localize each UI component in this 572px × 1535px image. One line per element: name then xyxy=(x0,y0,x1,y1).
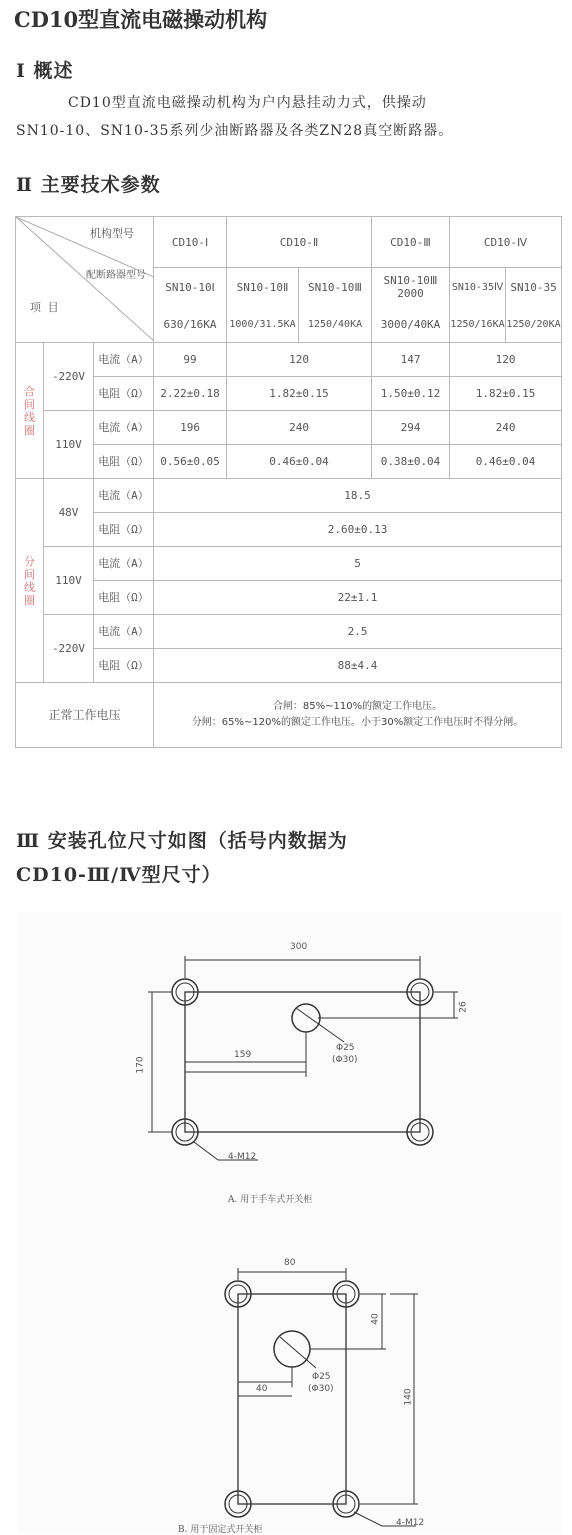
normal-voltage-label: 正常工作电压 xyxy=(16,683,154,748)
cell-value: 240 xyxy=(227,411,372,445)
dim-a-diameter-alt: (Φ30) xyxy=(332,1055,358,1065)
cell-value: 2.22±0.18 xyxy=(154,377,227,411)
cell-value: 1.82±0.15 xyxy=(227,377,372,411)
dim-a-diameter: Φ25 xyxy=(336,1043,355,1053)
cell-value: 240 xyxy=(450,411,562,445)
cell-value: 120 xyxy=(227,343,372,377)
breaker-rating: 1250/40KA xyxy=(299,306,372,343)
center-hole-icon xyxy=(292,1004,344,1042)
model-cd10-3: CD10-Ⅲ xyxy=(372,217,450,268)
resistance-label: 电阻（Ω） xyxy=(94,581,154,615)
cell-value: 2.60±0.13 xyxy=(154,513,562,547)
cell-value: 196 xyxy=(154,411,227,445)
drawing-a-caption: A. 用于手车式开关柜 xyxy=(228,1195,313,1205)
dim-a-height: 170 xyxy=(135,1056,146,1074)
breaker-rating: 630/16KA xyxy=(154,306,227,343)
breaker-name: SN10-10Ⅱ xyxy=(227,268,299,307)
open-coil-label: 分 间 线 圈 xyxy=(16,479,44,683)
breaker-name: SN10-10Ⅲ 2000 xyxy=(372,268,450,307)
cell-value: 0.46±0.04 xyxy=(450,445,562,479)
voltage-label: 110V xyxy=(44,411,94,479)
dim-a-top: 26 xyxy=(458,1001,469,1013)
installation-drawings xyxy=(18,912,561,1534)
cell-value: 99 xyxy=(154,343,227,377)
cell-value: 2.5 xyxy=(154,615,562,649)
resistance-label: 电阻（Ω） xyxy=(94,377,154,411)
dim-a-offset: 159 xyxy=(234,1050,252,1060)
current-label: 电流（A） xyxy=(94,343,154,377)
cell-value: 120 xyxy=(450,343,562,377)
section-specs-heading: Ⅱ 主要技术参数 xyxy=(16,174,161,196)
dim-b-width: 80 xyxy=(284,1258,296,1268)
dim-b-diameter: Φ25 xyxy=(312,1372,331,1382)
breaker-rating: 1250/20KA xyxy=(506,306,562,343)
breaker-rating: 3000/40KA xyxy=(372,306,450,343)
breaker-rating: 1000/31.5KA xyxy=(227,306,299,343)
breaker-name: SN10-10Ⅰ xyxy=(154,268,227,307)
corner-item-label: 项 目 xyxy=(30,301,59,314)
section-overview-heading: Ⅰ 概述 xyxy=(16,60,74,82)
drawing-a xyxy=(148,956,458,1160)
cell-value: 88±4.4 xyxy=(154,649,562,683)
breaker-name: SN10-35Ⅳ xyxy=(450,268,506,307)
spec-table xyxy=(15,216,562,748)
dim-b-top: 40 xyxy=(370,1313,381,1325)
current-label: 电流（A） xyxy=(94,411,154,445)
current-label: 电流（A） xyxy=(94,479,154,513)
overview-text-line2: SN10-10、SN10-35系列少油断路器及各类ZN28真空断路器。 xyxy=(16,123,454,139)
dim-a-holes: 4-M12 xyxy=(228,1152,257,1162)
dim-b-diameter-alt: (Φ30) xyxy=(308,1384,334,1394)
table-corner-header xyxy=(16,217,154,343)
dim-a-width: 300 xyxy=(290,942,308,952)
corner-model-label: 机构型号 xyxy=(90,227,134,240)
voltage-label: -220V xyxy=(44,615,94,683)
model-cd10-2: CD10-Ⅱ xyxy=(227,217,372,268)
dim-b-holes: 4-M12 xyxy=(396,1518,425,1528)
cell-value: 22±1.1 xyxy=(154,581,562,615)
dim-b-offset: 40 xyxy=(256,1384,268,1394)
breaker-name: SN10-10Ⅲ xyxy=(299,268,372,307)
cell-value: 1.50±0.12 xyxy=(372,377,450,411)
cell-value: 147 xyxy=(372,343,450,377)
model-cd10-4: CD10-Ⅳ xyxy=(450,217,562,268)
dim-b-height: 140 xyxy=(403,1388,414,1406)
resistance-label: 电阻（Ω） xyxy=(94,649,154,683)
cell-value: 0.56±0.05 xyxy=(154,445,227,479)
section-install-heading-line1: Ⅲ 安装孔位尺寸如图（括号内数据为 xyxy=(16,830,348,852)
voltage-label: 48V xyxy=(44,479,94,547)
drawing-b-caption: B. 用于固定式开关柜 xyxy=(178,1525,263,1535)
cell-value: 1.82±0.15 xyxy=(450,377,562,411)
resistance-label: 电阻（Ω） xyxy=(94,513,154,547)
resistance-label: 电阻（Ω） xyxy=(94,445,154,479)
cell-value: 18.5 xyxy=(154,479,562,513)
cell-value: 0.46±0.04 xyxy=(227,445,372,479)
close-coil-label: 合 间 线 圈 xyxy=(16,343,44,479)
voltage-label: -220V xyxy=(44,343,94,411)
overview-text-line1: CD10型直流电磁操动机构为户内悬挂动力式，供操动 xyxy=(68,95,427,111)
cell-value: 294 xyxy=(372,411,450,445)
page-title: CD10型直流电磁操动机构 xyxy=(14,7,268,32)
drawing-b xyxy=(225,1268,418,1526)
current-label: 电流（A） xyxy=(94,615,154,649)
voltage-label: 110V xyxy=(44,547,94,615)
cell-value: 5 xyxy=(154,547,562,581)
normal-voltage-open: 分闸：65%~120%的额定工作电压。小于30%额定工作电压时不得分闸。 xyxy=(191,717,524,728)
corner-breaker-label: 配断路器型号 xyxy=(86,270,146,281)
cell-value: 0.38±0.04 xyxy=(372,445,450,479)
normal-voltage-close: 合闸：85%~110%的额定工作电压。 xyxy=(272,701,443,712)
breaker-rating: 1250/16KA xyxy=(450,306,506,343)
section-install-heading-line2: CD10-Ⅲ/Ⅳ型尺寸） xyxy=(16,864,222,886)
current-label: 电流（A） xyxy=(94,547,154,581)
model-cd10-1: CD10-Ⅰ xyxy=(154,217,227,268)
center-hole-icon xyxy=(274,1331,316,1368)
drawing-svg xyxy=(18,912,561,1534)
breaker-name: SN10-35 xyxy=(506,268,562,307)
